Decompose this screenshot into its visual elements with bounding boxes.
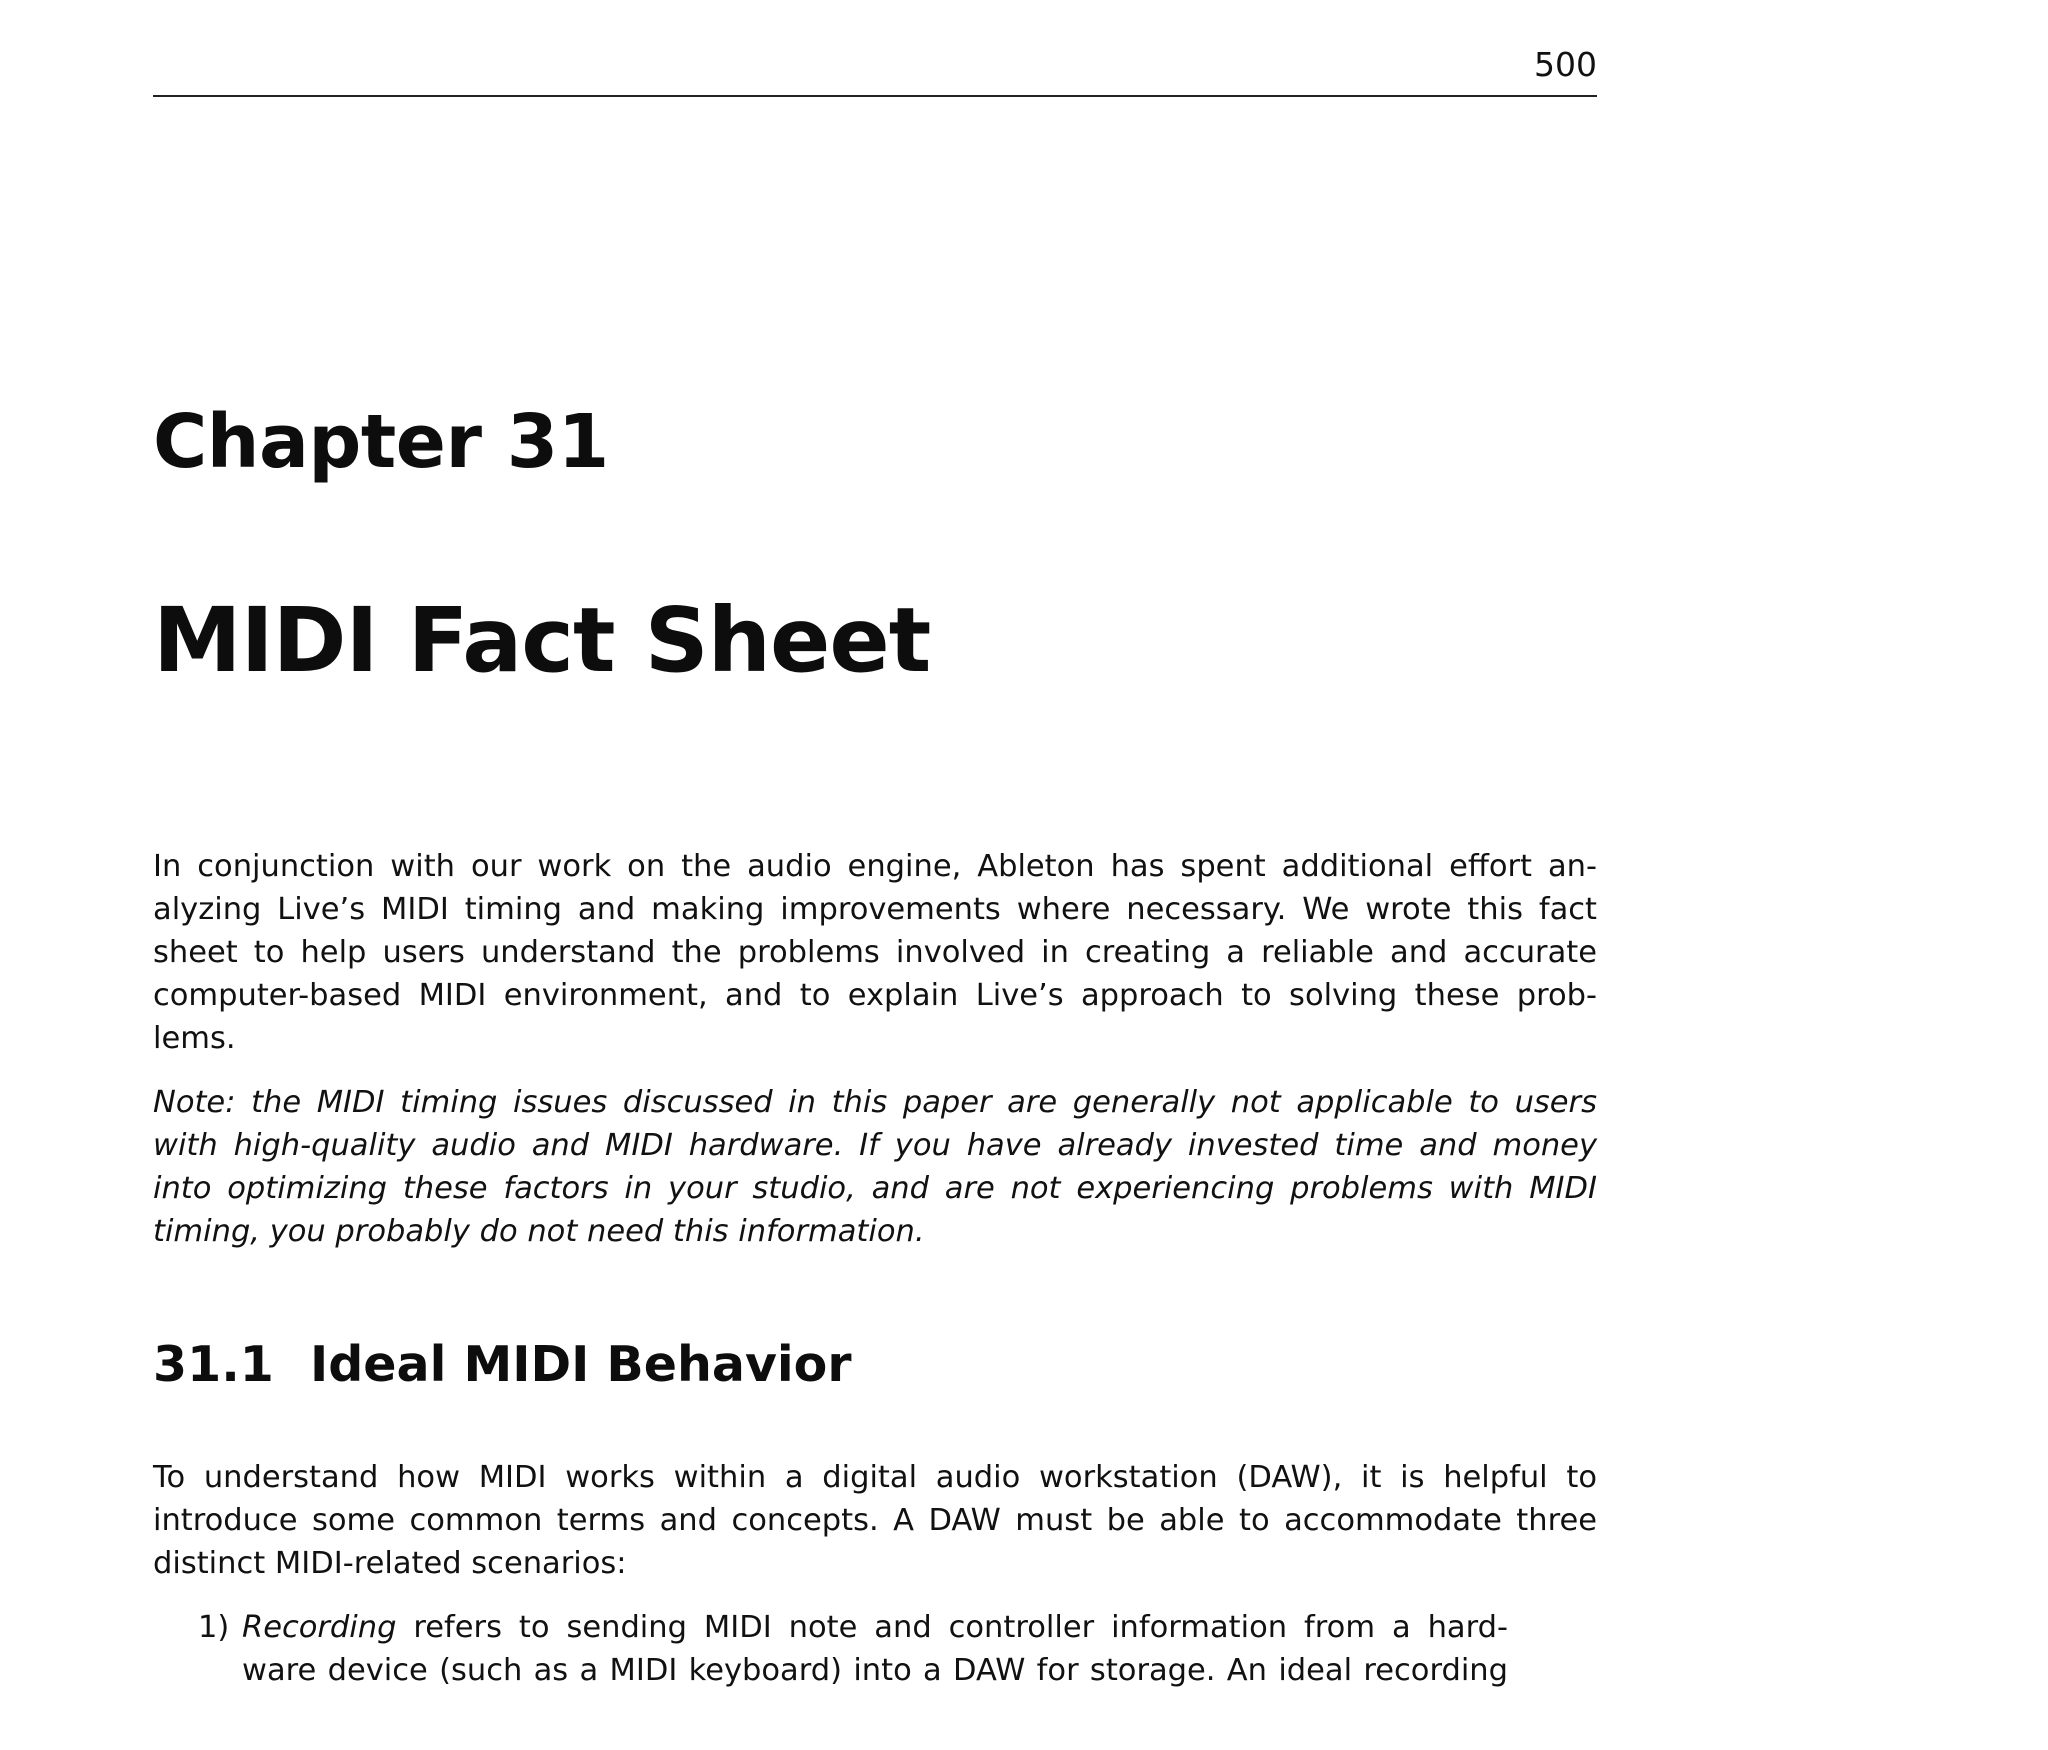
intro-line: In conjunction with our work on the audio engine, Ableton has spent additional effort an- [153, 849, 1597, 884]
note-line: Note: the MIDI timing issues discussed in this paper are generally not applicable to users [153, 1085, 1597, 1120]
section-paragraph-line: distinct MIDI-related scenarios: [153, 1546, 627, 1581]
note-line: timing, you probably do not need this information. [153, 1214, 925, 1249]
section-heading [153, 1336, 852, 1393]
list-item-text [242, 1606, 1508, 1692]
list-item-line [242, 1606, 1508, 1649]
section-number: 31.1 [153, 1336, 274, 1393]
list-marker: 1) [198, 1610, 230, 1645]
section-paragraph-line: To understand how MIDI works within a digital audio workstation (DAW), it is helpful to [153, 1460, 1597, 1495]
intro-line: lems. [153, 1021, 236, 1056]
intro-line: alyzing Live’s MIDI timing and making improvements where necessary. We wrote this fact [153, 892, 1597, 927]
section-paragraph [153, 1456, 1597, 1585]
note-line: into optimizing these factors in your studio, and are not experiencing problems with MIDI [153, 1171, 1597, 1206]
page-number: 500 [1534, 45, 1597, 84]
page-header [153, 40, 1597, 97]
section-title: Ideal MIDI Behavior [310, 1336, 852, 1393]
intro-line: computer-based MIDI environment, and to explain Live’s approach to solving these prob- [153, 978, 1597, 1013]
list-item [198, 1606, 1508, 1692]
chapter-label: Chapter 31 [153, 399, 609, 485]
list-item-line-rest: refers to sending MIDI note and controller information from a hard- [396, 1610, 1508, 1645]
list-item-line: ware device (such as a MIDI keyboard) into a DAW for storage. An ideal recording [242, 1653, 1508, 1688]
section-paragraph-line: introduce some common terms and concepts. A DAW must be able to accommodate three [153, 1503, 1597, 1538]
intro-line: sheet to help users understand the problems involved in creating a reliable and accurate [153, 935, 1597, 970]
note-paragraph [153, 1081, 1597, 1253]
intro-paragraph [153, 845, 1597, 1060]
chapter-title: MIDI Fact Sheet [153, 588, 931, 692]
note-line: with high-quality audio and MIDI hardware. If you have already invested time and money [153, 1128, 1597, 1163]
list-item-term: Recording [242, 1610, 397, 1645]
